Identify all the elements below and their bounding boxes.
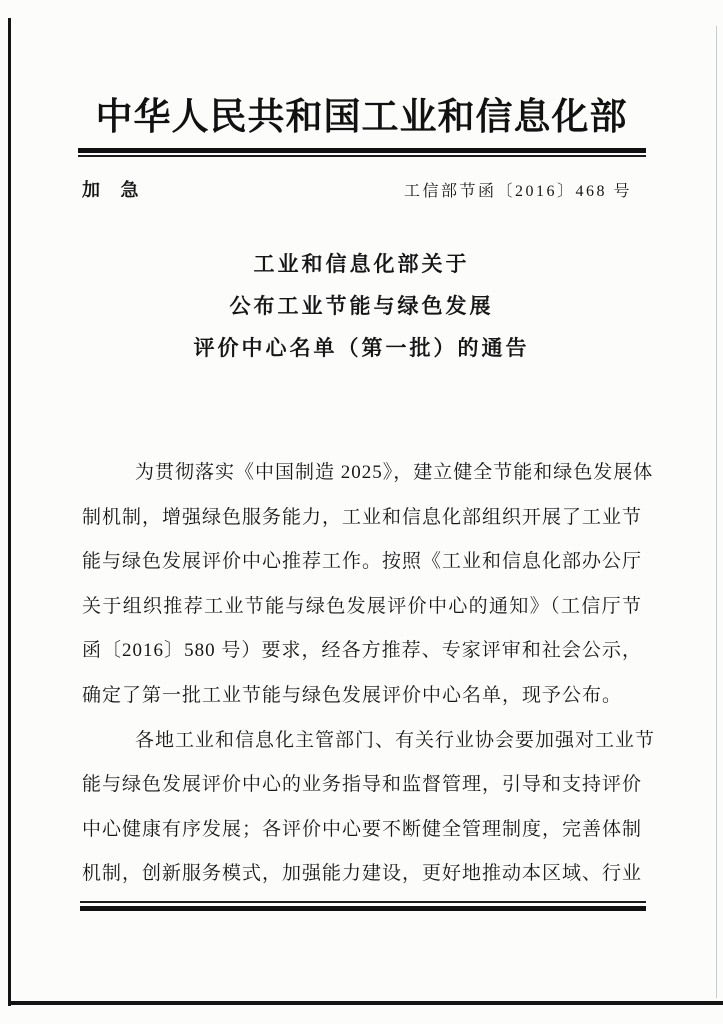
scan-edge-right: [716, 26, 717, 998]
masthead-rule: [78, 148, 646, 157]
urgency-label: 加 急: [82, 180, 141, 200]
ministry-masthead: 中华人民共和国工业和信息化部: [95, 97, 628, 138]
notice-title-line-3: 评价中心名单（第一批）的通告: [193, 336, 530, 360]
body-line: 函〔2016〕580 号）要求，经各方推荐、专家评审和社会公示，: [82, 640, 642, 662]
footer-rule: [80, 901, 646, 911]
notice-title-line-1: 工业和信息化部关于: [253, 252, 470, 276]
document-number: 工信部节函〔2016〕468 号: [403, 183, 632, 200]
body-line: 确定了第一批工业节能与绿色发展评价中心名单，现予公布。: [82, 684, 623, 706]
body-line: 能与绿色发展评价中心推荐工作。按照《工业和信息化部办公厅: [82, 551, 643, 573]
document-body: [82, 451, 656, 897]
document-meta-row: [82, 176, 632, 202]
footer-rule-thick: [80, 906, 646, 911]
body-line: 中心健康有序发展；各评价中心要不断健全管理制度，完善体制: [82, 818, 643, 840]
scan-edge-bottom: [8, 1001, 723, 1005]
notice-title: [40, 243, 683, 369]
masthead-rule-thin: [78, 155, 646, 157]
body-line: 为贯彻落实《中国制造 2025》，建立健全节能和绿色发展体: [135, 462, 654, 483]
scan-edge-left: [8, 18, 11, 1006]
notice-title-line-2: 公布工业节能与绿色发展: [229, 294, 494, 318]
body-line: 各地工业和信息化主管部门、有关行业协会要加强对工业节: [135, 729, 656, 751]
body-line: 能与绿色发展评价中心的业务指导和监督管理，引导和支持评价: [82, 774, 643, 796]
body-line: 制机制，增强绿色服务能力，工业和信息化部组织开展了工业节: [82, 506, 643, 528]
body-line: 关于组织推荐工业节能与绿色发展评价中心的通知》（工信厅节: [82, 595, 642, 617]
body-line: 机制，创新服务模式，加强能力建设，更好地推动本区域、行业: [82, 863, 643, 885]
